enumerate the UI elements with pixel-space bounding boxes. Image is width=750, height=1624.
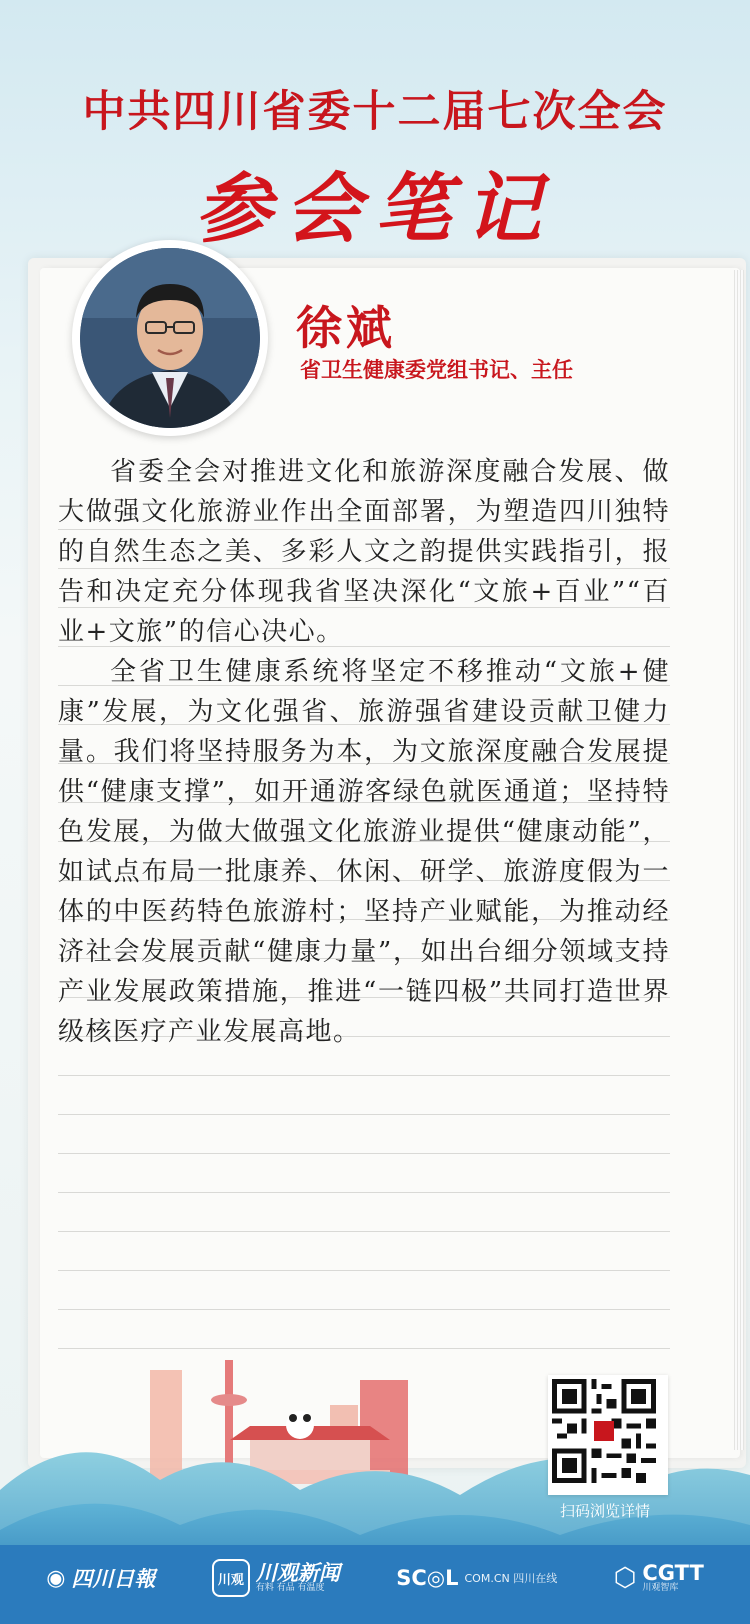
cgtt-logo-icon: ⬡ — [613, 1562, 637, 1593]
logo-name: 四川日報 — [71, 1567, 156, 1591]
avatar — [80, 248, 260, 428]
logo-chuanguan-news[interactable] — [212, 1559, 340, 1597]
logo-cgtt[interactable] — [614, 1562, 704, 1593]
logo-name: SC◎L — [396, 1566, 459, 1590]
sichuan-daily-logo-icon: ◉ — [46, 1565, 66, 1591]
logo-tagline: COM.CN 四川在线 — [464, 1572, 558, 1585]
qr-caption: 扫码浏览详情 — [559, 1502, 650, 1520]
logo-sichuan-daily[interactable] — [46, 1563, 155, 1593]
article-body — [58, 452, 670, 1052]
logo-tagline: 川观智库 — [642, 1583, 679, 1594]
qr-code-icon — [552, 1379, 656, 1483]
avatar-portrait-icon — [80, 248, 260, 428]
person-name: 徐斌 — [296, 301, 396, 355]
article-paragraph: 省委全会对推进文化和旅游深度融合发展、做大做强文化旅游业作出全面部署，为塑造四川独特的自然生态之美、多彩人文之韵提供实践指引，报告和决定充分体现我省坚决深化“文旅+百业”“百业+文旅”的信心决心。 — [58, 457, 670, 647]
header-subtitle: 参会笔记 — [195, 164, 555, 253]
chuanguan-logo-icon: 川观 — [212, 1559, 250, 1597]
header-title: 中共四川省委十二届七次全会 — [82, 87, 668, 137]
notebook-page-edge — [734, 270, 744, 1450]
article-paragraph: 全省卫生健康系统将坚定不移推动“文旅+健康”发展，为文化强省、旅游强省建设贡献卫健力量。我们将坚持服务为本，为文旅深度融合发展提供“健康支撑”，如开通游客绿色就医通道；坚持特色发展，为做大做强文化旅游业提供“健康动能”，如试点布局一批康养、休闲、研学、旅游度假为一体的中医药特色旅游村；坚持产业赋能，为推动经济社会发展贡献“健康力量”，如出台细分领域支持产业发展政策措施，推进“一链四极”共同打造世界级核医疗产业发展高地。 — [58, 657, 670, 1047]
logo-scol[interactable] — [396, 1566, 557, 1590]
logo-name: CGTT — [642, 1561, 704, 1586]
person-title: 省卫生健康委党组书记、主任 — [300, 358, 573, 382]
footer-logos — [0, 1548, 750, 1608]
qr-code[interactable] — [548, 1375, 668, 1495]
logo-name: 川观新闻 — [255, 1561, 340, 1586]
logo-tagline: 有料 有品 有温度 — [255, 1583, 325, 1594]
